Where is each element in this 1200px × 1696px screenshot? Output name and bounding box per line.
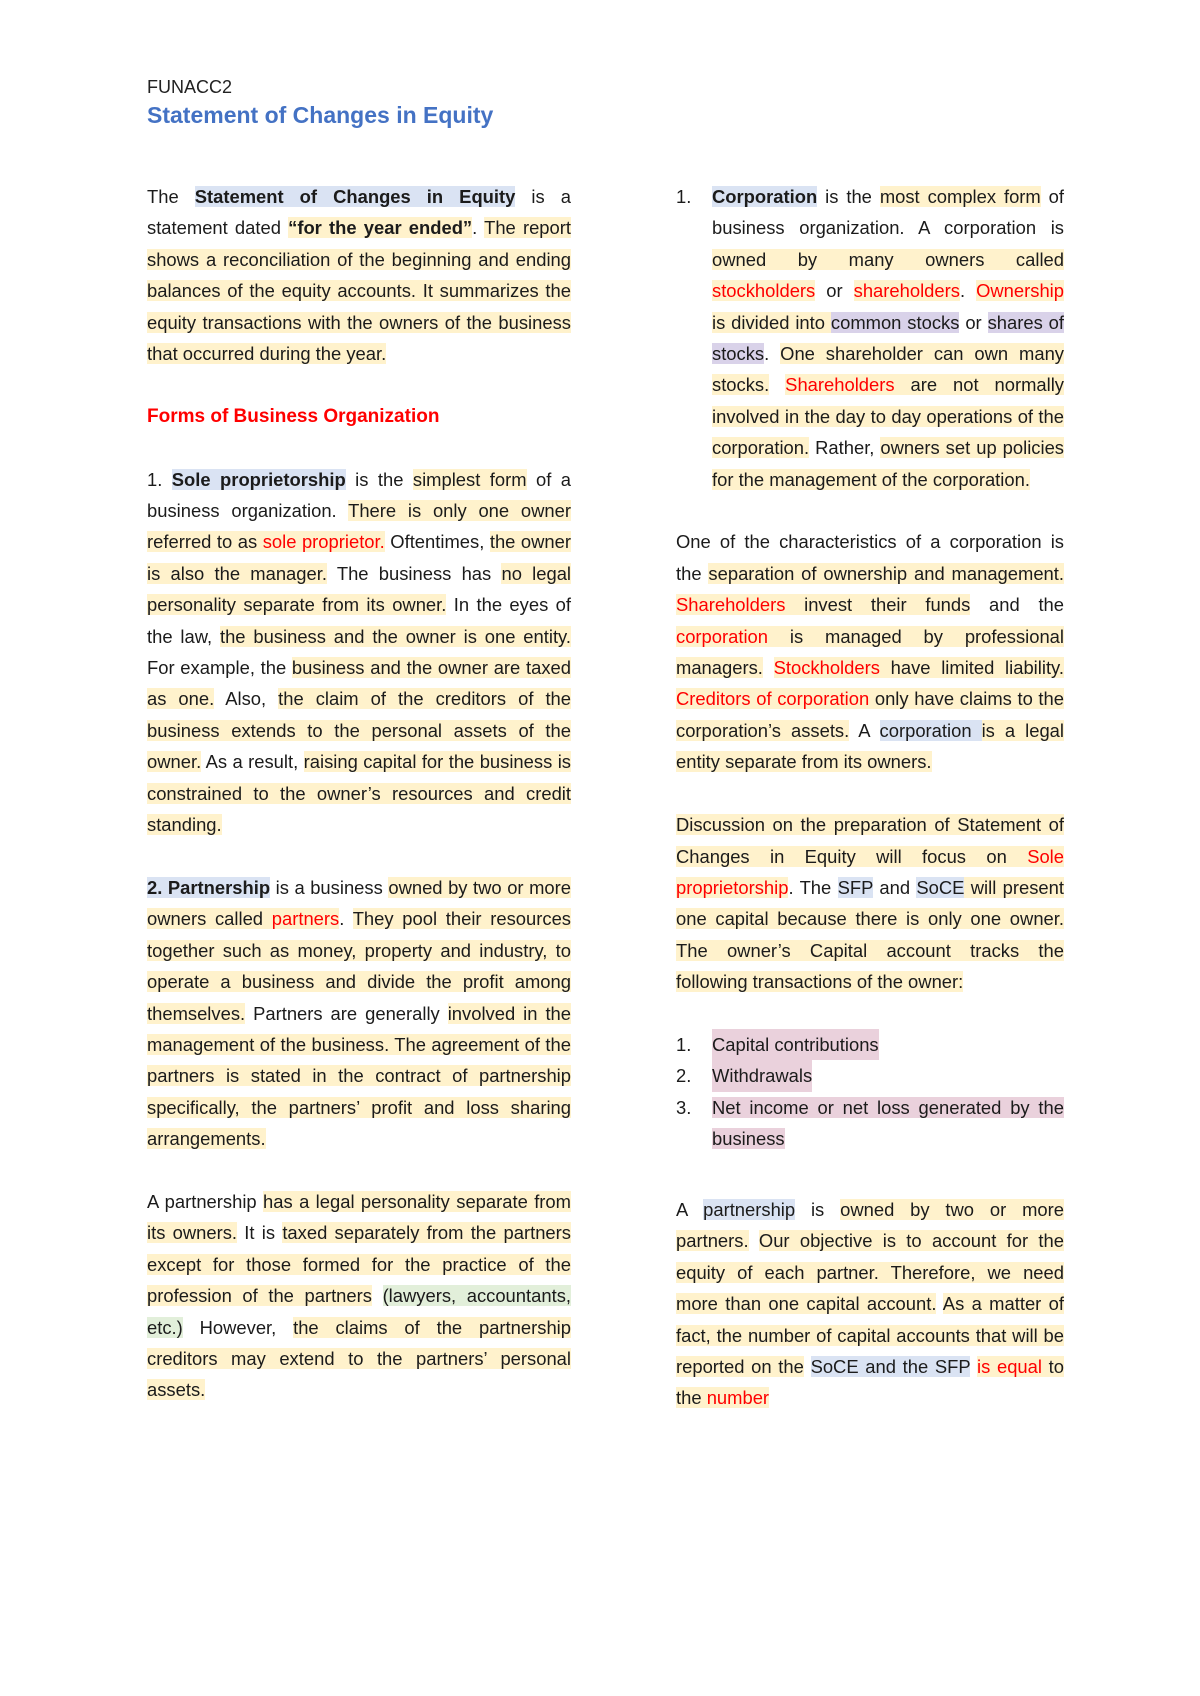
partnership-term-right: partnership (703, 1198, 796, 1220)
partnership-capital-paragraph: A partnership is owned by two or more partners. Our objective is to account for the equity of each partner. Therefore, we need more than one capital account. As a matter of fact, the number of capital accounts that will be reported on the SoCE and the SFP is equal to the number (676, 1198, 1064, 1409)
course-code: FUNACC2 (147, 77, 233, 97)
sole-proprietorship-paragraph: 1. Sole proprietorship is the simplest form of a business organization. There is only one owner referred to as sole proprietor. Oftentimes, the owner is also the manager. The business has no legal personality separate from its owner. In the eyes of the law, the business and the owner is one entity. For example, the business and the owner are taxed as one. Also, the claim of the creditors of the business extends to the personal assets of the owner. As a result, raising capital for the business is constrained to the owner’s resources and credit standing. (147, 468, 572, 836)
list-item: 2. Withdrawals (676, 1060, 1064, 1091)
list-item: 1. Capital contributions (676, 1029, 1064, 1060)
list-item: 3. Net income or net loss generated by the business (676, 1096, 1064, 1150)
right-column (676, 181, 1064, 1445)
left-column (147, 181, 571, 1437)
soce-term: Statement of Changes in Equity (194, 186, 516, 207)
corporation-characteristics-paragraph: One of the characteristics of a corporation is the separation of ownership and management. Shareholders invest their funds and the corporation is managed by professional managers. Stockholders have limited liability. Creditors of corporation only have claims to the corporation’s assets. A corporation is a legal entity separate from its owners. (676, 531, 1065, 773)
partnership-term: 2. Partnership (147, 876, 271, 898)
sole-proprietorship-term: Sole proprietorship (171, 468, 346, 490)
discussion-paragraph: Discussion on the preparation of Statement of Changes in Equity will focus on Sole proprietorship. The SFP and SoCE will present one capital because there is only one owner. The owner’s Capital account tracks the following transactions of the owner: (676, 814, 1064, 993)
owner-transactions-list (676, 1029, 1064, 1155)
corporation-term: Corporation (712, 186, 818, 207)
corporation-item: 1. Corporation is the most complex form of business organization. A corporation is owned by many owners called stockholders or shareholders. Ownership is divided into common stocks or shares of stocks. One shareholder can own many stocks. Shareholders are not normally involved in the day to day operations of the corporation. Rather, owners set up policies for the management of the corporation. (676, 186, 1064, 490)
partnership-legal-paragraph: A partnership has a legal personality separate from its owners. It is taxed separately from the partners except for those formed for the practice of the profession of the partners (lawyers, accountants, etc.) However, the claims of the partnership creditors may extend to the partners’ personal assets. (147, 1190, 571, 1401)
document-title: Statement of Changes in Equity (147, 102, 494, 128)
partnership-paragraph: 2. Partnership is a business owned by two or more owners called partners. They pool their resources together such as money, property and industry, to operate a business and divide the profit among themselves. Partners are generally involved in the management of the business. The agreement of the partners is stated in the contract of partnership specifically, the partners’ profit and loss sharing arrangements. (147, 876, 572, 1150)
forms-heading: Forms of Business Organization (147, 405, 440, 427)
intro-paragraph: The Statement of Changes in Equity is a statement dated “for the year ended”. The report shows a reconciliation of the beginning and ending balances of the equity accounts. It summarizes the equity transactions with the owners of the business that occurred during the year. (147, 186, 571, 365)
